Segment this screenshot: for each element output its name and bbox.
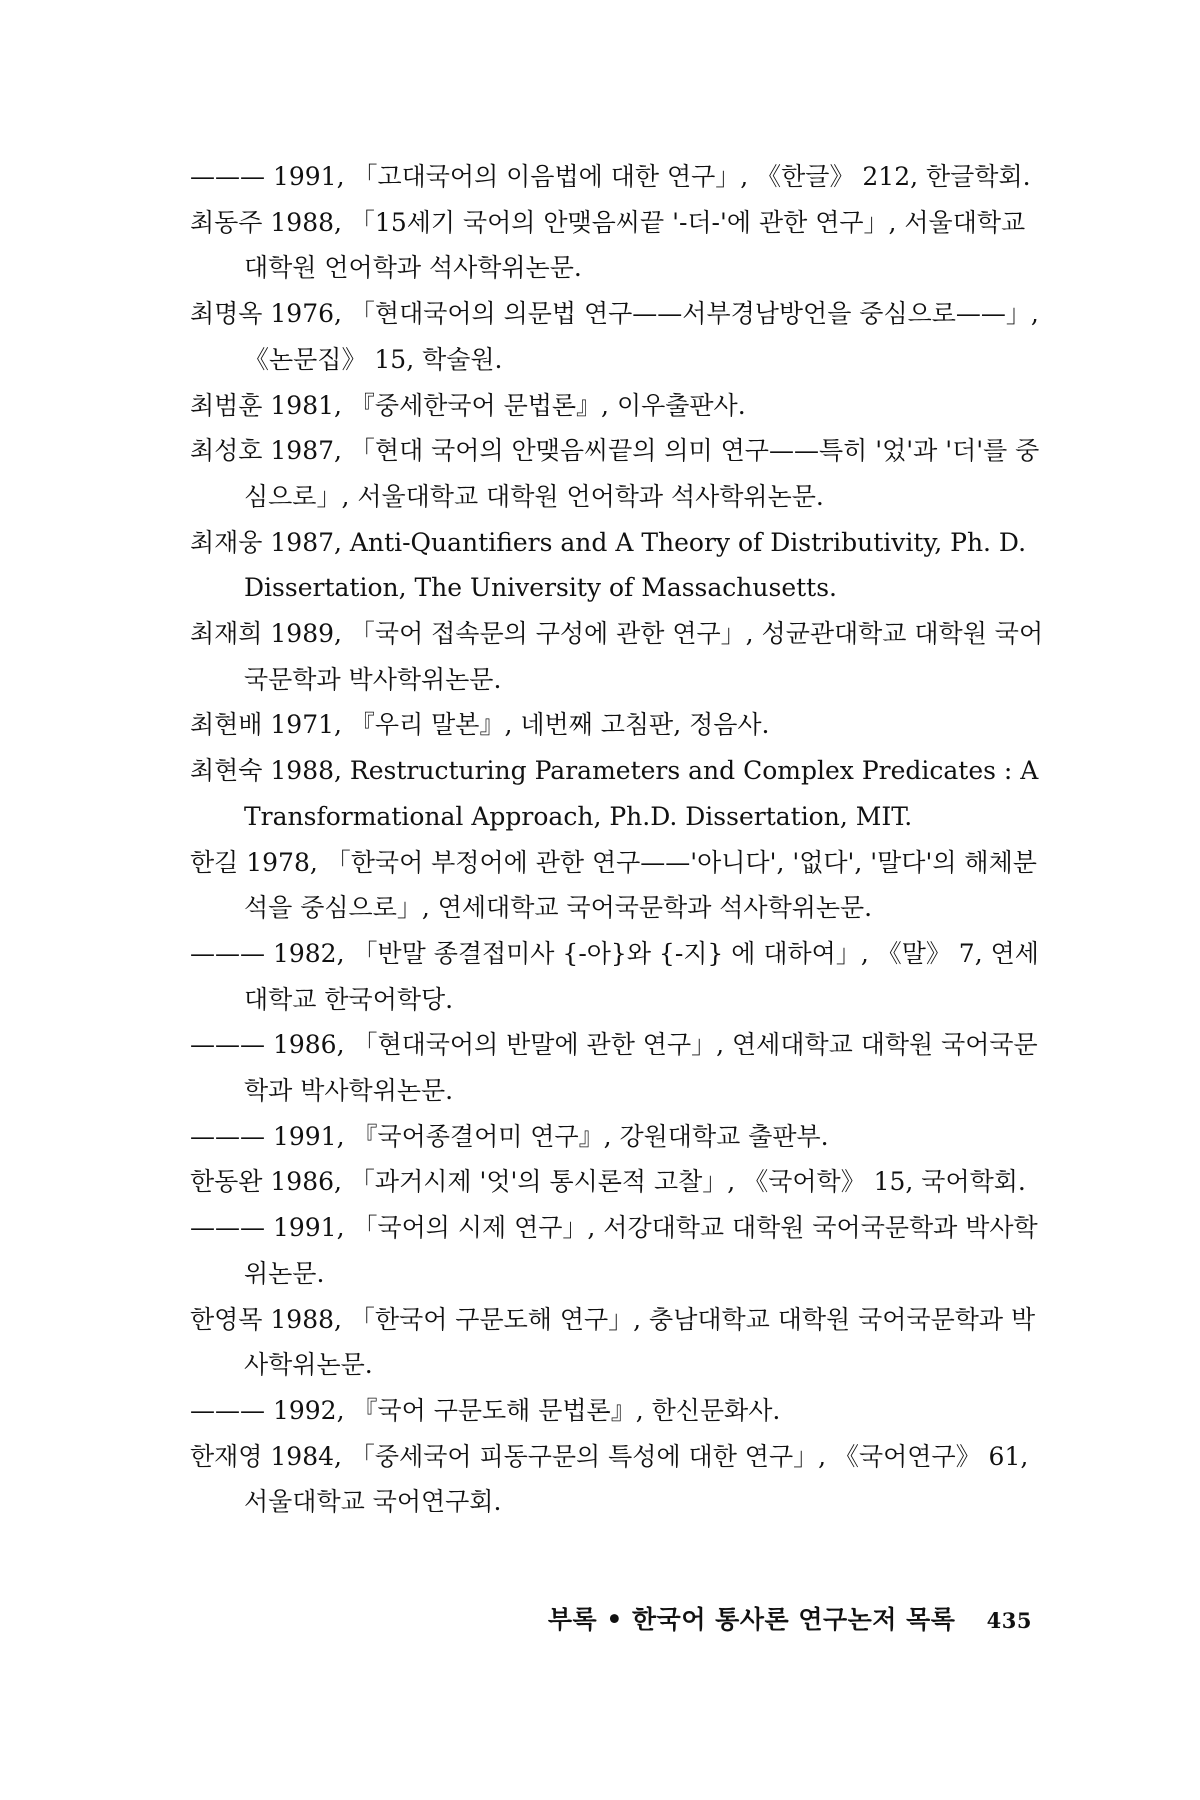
reference-entry: 최동주 1988, 「15세기 국어의 안맺음씨끝 '-더-'에 관한 연구」, 서울대학교 대학원 언어학과 석사학위논문.	[190, 207, 1026, 283]
reference-entry: ——— 1991, 『국어종결어미 연구』, 강원대학교 출판부.	[190, 1121, 829, 1151]
page-footer	[548, 1600, 1032, 1636]
reference-entry: 최성호 1987, 「현대 국어의 안맺음씨끝의 의미 연구——특히 '었'과 '더'를 중심으로」, 서울대학교 대학원 언어학과 석사학위논문.	[190, 436, 1040, 511]
reference-entry: 한재영 1984, 「중세국어 피동구문의 특성에 대한 연구」, 《국어연구》 61, 서울대학교 국어연구회.	[190, 1441, 1029, 1517]
reference-entry: ——— 1991, 「고대국어의 이음법에 대한 연구」, 《한글》 212, 한글학회.	[190, 162, 1031, 191]
reference-entry: ——— 1986, 「현대국어의 반말에 관한 연구」, 연세대학교 대학원 국어국문학과 박사학위논문.	[190, 1030, 1038, 1106]
reference-list	[190, 154, 1052, 1525]
reference-entry: 최범훈 1981, 『중세한국어 문법론』, 이우출판사.	[190, 390, 746, 420]
reference-entry: 한영목 1988, 「한국어 구문도해 연구」, 충남대학교 대학원 국어국문학과 박사학위논문.	[190, 1304, 1036, 1380]
reference-entry: 최재웅 1987, Anti-Quantifiers and A Theory of Distributivity, Ph. D. Dissertation, The University of Massachusetts.	[190, 527, 1027, 603]
reference-entry: ——— 1992, 『국어 구문도해 문법론』, 한신문화사.	[190, 1395, 781, 1425]
reference-entry: 최현배 1971, 『우리 말본』, 네번째 고침판, 정음사.	[190, 710, 770, 740]
reference-entry: 최명옥 1976, 「현대국어의 의문법 연구——서부경남방언을 중심으로——」, 《논문집》 15, 학술원.	[190, 299, 1039, 374]
reference-entry: 한동완 1986, 「과거시제 '엇'의 통시론적 고찰」, 《국어학》 15, 국어학회.	[190, 1167, 1026, 1197]
reference-entry: 한길 1978, 「한국어 부정어에 관한 연구——'아니다', '없다', '말다'의 해체분석을 중심으로」, 연세대학교 국어국문학과 석사학위논문.	[190, 847, 1037, 923]
reference-entry: ——— 1982, 「반말 종결접미사 {-아}와 {-지} 에 대하여」, 《말》 7, 연세대학교 한국어학당.	[190, 938, 1039, 1014]
running-title: 부록 • 한국어 통사론 연구논저 목록	[547, 1605, 956, 1634]
page-number: 435	[986, 1608, 1032, 1633]
reference-entry: 최재희 1989, 「국어 접속문의 구성에 관한 연구」, 성균관대학교 대학원 국어국문학과 박사학위논문.	[190, 619, 1044, 694]
reference-entry: 최현숙 1988, Restructuring Parameters and Complex Predicates : A Transformational Approach, Ph.D. Dissertation, MIT.	[190, 756, 1039, 831]
reference-entry: ——— 1991, 「국어의 시제 연구」, 서강대학교 대학원 국어국문학과 박사학위논문.	[190, 1213, 1038, 1288]
